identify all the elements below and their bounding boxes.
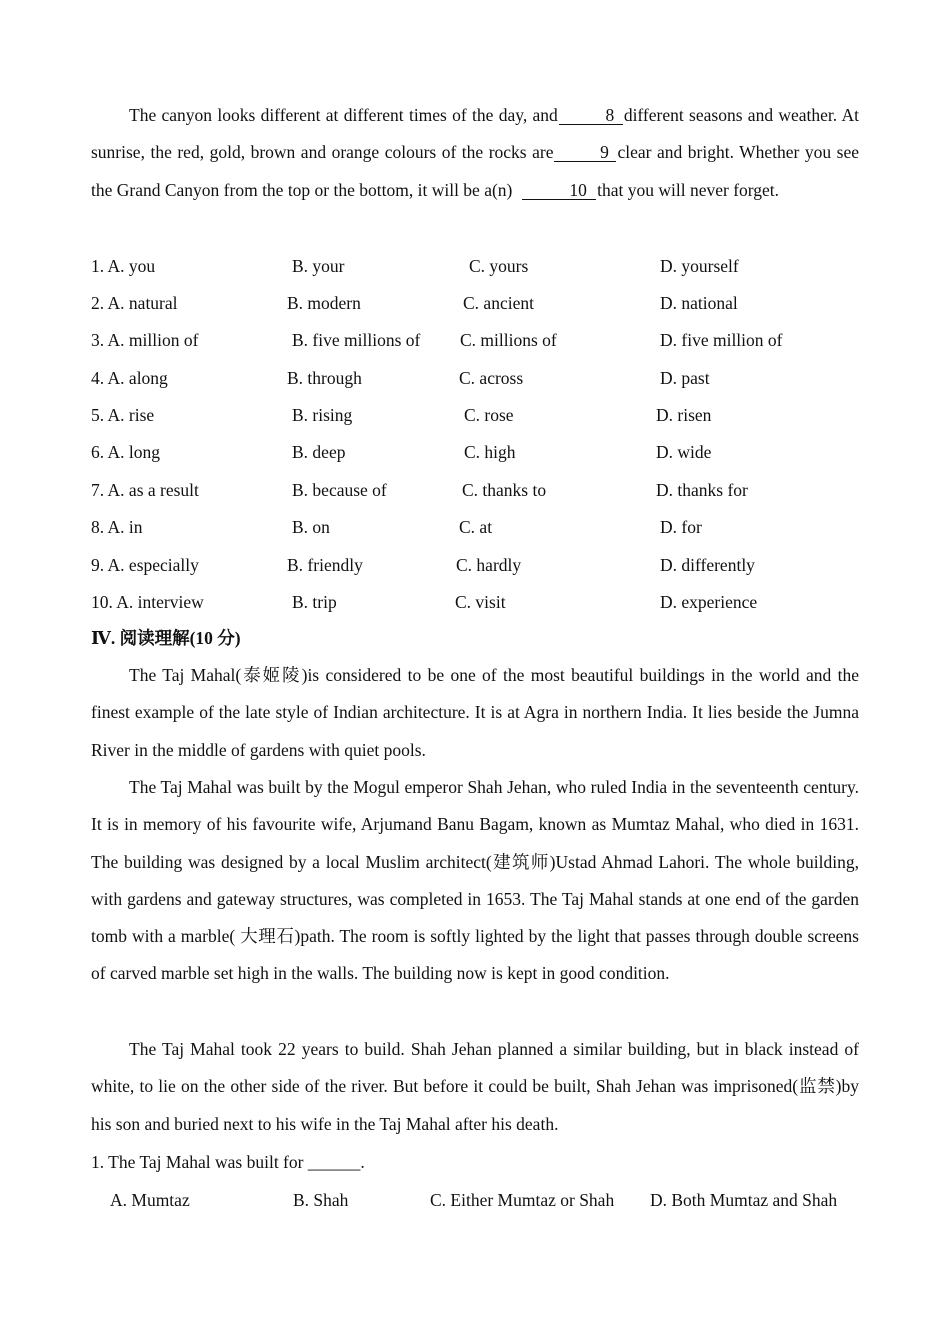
blank-9: 9 <box>554 144 616 162</box>
option-b: B. on <box>292 517 330 537</box>
option-b: B. your <box>292 256 345 276</box>
cloze-question <box>0 403 950 427</box>
option-c: C. visit <box>455 592 506 612</box>
option-b: B. trip <box>292 592 337 612</box>
option-a: 8. A. in <box>91 517 143 537</box>
option-b: B. modern <box>287 293 361 313</box>
cloze-passage-end <box>91 97 859 209</box>
option-b: B. because of <box>292 480 387 500</box>
option-b: B. through <box>287 368 362 388</box>
option-a: 5. A. rise <box>91 405 155 425</box>
option-a: 2. A. natural <box>91 293 178 313</box>
reading-question-stem: 1. The Taj Mahal was built for ______. <box>91 1152 365 1172</box>
blank-8: 8 <box>559 107 623 125</box>
option-a: 10. A. interview <box>91 592 204 612</box>
option-b: B. five millions of <box>292 330 421 350</box>
option-d: D. risen <box>656 405 712 425</box>
option-c: C. hardly <box>456 555 522 575</box>
cloze-question <box>0 590 950 614</box>
option-c: C. yours <box>469 256 529 276</box>
option-b: B. rising <box>292 405 353 425</box>
cloze-question <box>0 478 950 502</box>
option-d: D. differently <box>660 555 755 575</box>
option-a: 7. A. as a result <box>91 480 199 500</box>
reading-paragraph: The Taj Mahal took 22 years to build. Shah Jehan planned a similar building, but in black instead of white, to lie on the other side of the river. But before it could be built, Shah Jehan was imprisoned(监禁)by his son and buried next to his wife in the Taj Mahal after his death. <box>91 1039 859 1134</box>
option-b: B. deep <box>292 442 346 462</box>
option-c: C. millions of <box>460 330 557 350</box>
cloze-question <box>0 553 950 577</box>
option-d: D. five million of <box>660 330 783 350</box>
cloze-question <box>0 291 950 315</box>
option-b: B. Shah <box>293 1190 349 1210</box>
option-c: C. ancient <box>463 293 534 313</box>
passage-text: The canyon looks different at different times of the day, and <box>129 105 558 125</box>
option-a: 1. A. you <box>91 256 156 276</box>
passage-text: that you will never forget. <box>597 179 780 200</box>
option-c: C. high <box>464 442 516 462</box>
cloze-question <box>0 440 950 464</box>
option-d: D. national <box>660 293 738 313</box>
option-a: A. Mumtaz <box>110 1190 190 1210</box>
option-d: D. past <box>660 368 710 388</box>
option-c: C. across <box>459 368 524 388</box>
option-a: 4. A. along <box>91 368 168 388</box>
passage-text: different seasons and weather. At sunrise, the red, gold, brown and orange colours of the rocks are <box>91 105 859 163</box>
option-d: D. experience <box>660 592 758 612</box>
option-d: D. wide <box>656 442 712 462</box>
option-a: 9. A. especially <box>91 555 199 575</box>
option-d: D. Both Mumtaz and Shah <box>650 1190 838 1210</box>
option-d: D. thanks for <box>656 480 748 500</box>
option-a: 6. A. long <box>91 442 161 462</box>
section-heading: Ⅳ. 阅读理解(10 分) <box>91 628 241 648</box>
option-b: B. friendly <box>287 555 363 575</box>
cloze-question <box>0 328 950 352</box>
cloze-question <box>0 366 950 390</box>
cloze-question <box>0 515 950 539</box>
reading-paragraph: The Taj Mahal(泰姬陵)is considered to be one of the most beautiful buildings in the world and the finest example of the late style of Indian architecture. It is at Agra in northern India. It lies beside the Jumna River in the middle of gardens with quiet pools. <box>91 665 859 760</box>
option-d: D. yourself <box>660 256 739 276</box>
option-c: C. rose <box>464 405 514 425</box>
blank-10: 10 <box>522 182 596 200</box>
option-d: D. for <box>660 517 702 537</box>
option-a: 3. A. million of <box>91 330 199 350</box>
cloze-question <box>0 254 950 278</box>
reading-question-options <box>0 1188 950 1212</box>
passage-text: clear and bright. Whether you see the Grand Canyon from the top or the bottom, it will be a(n) <box>91 142 859 200</box>
option-c: C. Either Mumtaz or Shah <box>430 1190 615 1210</box>
option-c: C. thanks to <box>462 480 547 500</box>
reading-paragraph: The Taj Mahal was built by the Mogul emperor Shah Jehan, who ruled India in the seventeenth century. It is in memory of his favourite wife, Arjumand Banu Bagam, known as Mumtaz Mahal, who died in 1631. The building was designed by a local Muslim architect(建筑师)Ustad Ahmad Lahori. The whole building, with gardens and gateway structures, was completed in 1653. The Taj Mahal stands at one end of the garden tomb with a marble( 大理石)path. The room is softly lighted by the light that passes through double screens of carved marble set high in the walls. The building now is kept in good condition. <box>91 777 859 984</box>
option-c: C. at <box>459 517 493 537</box>
